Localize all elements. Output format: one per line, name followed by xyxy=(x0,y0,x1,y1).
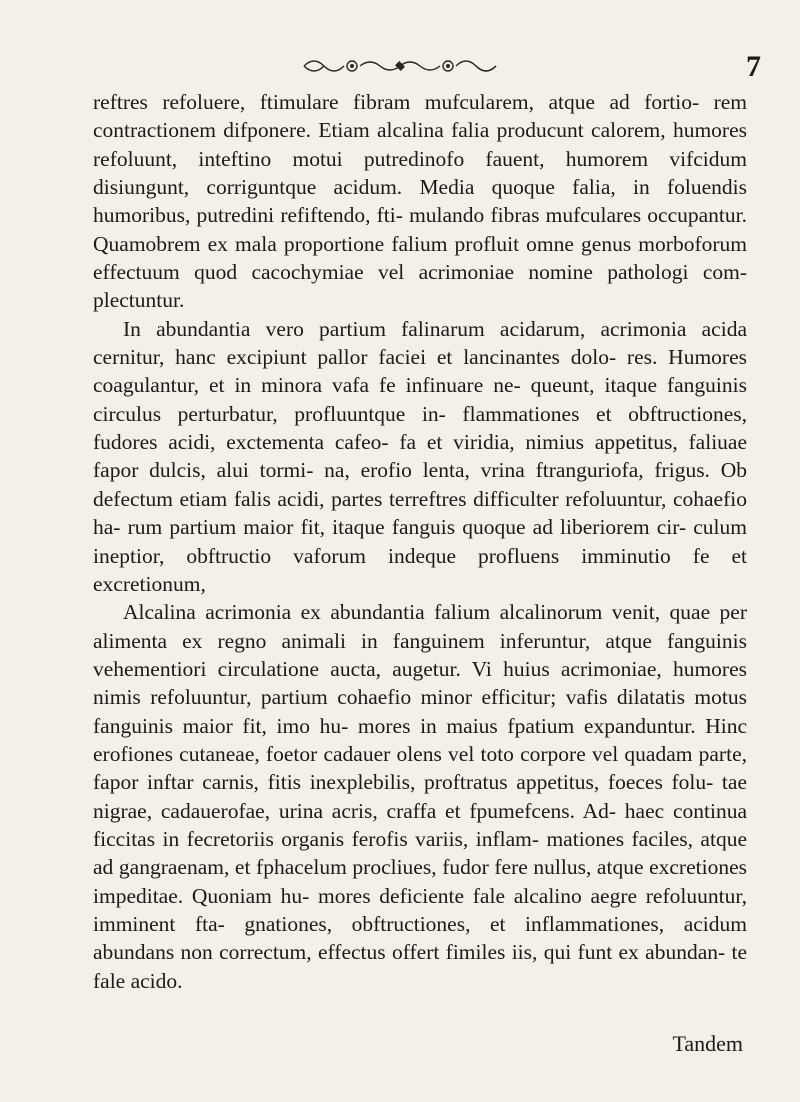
page-number: 7 xyxy=(746,50,761,83)
page-header xyxy=(0,50,800,90)
paragraph-3: Alcalina acrimonia ex abundantia falium alcalinorum venit, quae per alimenta ex regno animali in fanguinem inferuntur, atque fanguinis vehementiori circulatione aucta, augetur. Vi huius acrimoniae, humores nimis refoluuntur, partium cohaefio minor efficitur; vafis dilatatis motus fanguinis maior fit, imo hu- mores in maius fpatium expanduntur. Hinc erofiones cutaneae, foetor cadauer olens vel toto corpore vel quadam parte, fapor inftar carnis, fitis inexplebilis, proftratus appetitus, foeces folu- tae nigrae, cadauerofae, urina acris, craffa et fpumefcens. Ad- haec continua ficcitas in fecretoriis organis ferofis variis, inflam- mationes faciles, atque ad gangraenam, et fphacelum procliues, fudor fere nullus, atque excretiones impeditae. Quoniam hu- mores deficiente fale alcalino aegre refoluuntur, imminent fta- gnationes, obftructiones, et inflammationes, acidum abundans non correctum, effectus offert fimiles iis, qui funt ex abundan- te fale acido. xyxy=(93,600,747,993)
paragraph-1: reftres refoluere, ftimulare fibram mufcularem, atque ad fortio- rem contractionem difponere. Etiam alcalina falia producunt calorem, humores refoluunt, inteftino motui putredinofo fauent, humorem vifcidum disiungunt, corriguntque acidum. Media quoque falia, in foluendis humoribus, putredini refiftendo, fti- mulando fibras mufculares occupantur. Quamobrem ex mala proportione falium profluit omne genus morboforum effectuum quod cacochymiae vel acrimoniae nomine pathologi com- plectuntur. xyxy=(93,90,747,313)
catchword: Tandem xyxy=(672,1031,743,1056)
body-text xyxy=(93,88,747,995)
paragraph-2: In abundantia vero partium falinarum acidarum, acrimonia acida cernitur, hanc excipiunt pallor faciei et lancinantes dolo- res. Humores coagulantur, et in minora vafa fe infinuare ne- queunt, itaque fanguinis circulus perturbatur, profluuntque in- flammationes et obftructiones, fudores acidi, exctementa cafeo- fa et viridia, nimius appetitus, faliuae fapor dulcis, alui tormi- na, erofio lenta, vrina ftranguriofa, frigus. Ob defectum etiam falis acidi, partes terreftres difficulter refoluuntur, cohaefio ha- rum partium maior fit, itaque fanguis quoque ad liberiorem cir- culum ineptior, obftructio vaforum indeque profluens imminutio fe et excretionum, xyxy=(93,316,747,596)
printer-ornament-icon xyxy=(300,54,500,78)
